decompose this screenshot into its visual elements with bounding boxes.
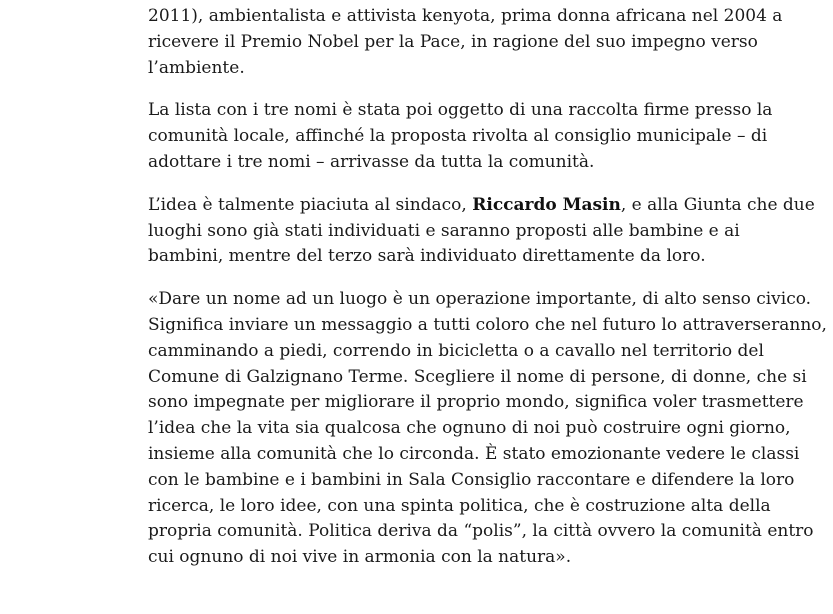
text-fragment: , e alla Giunta che due <box>620 194 815 215</box>
text-line: l’idea che la vita sia qualcosa che ognuno di noi può costruire ogni giorno, <box>148 418 791 439</box>
paragraph-mayor <box>148 193 833 270</box>
text-line: con le bambine e i bambini in Sala Consiglio raccontare e difendere la loro <box>148 469 795 490</box>
text-line: luoghi sono già stati individuati e saranno proposti alle bambine e ai <box>148 220 740 241</box>
text-line: bambini, mentre del terzo sarà individuato direttamente da loro. <box>148 246 706 267</box>
text-line: Significa inviare un messaggio a tutti coloro che nel futuro lo attraverseranno, <box>148 314 827 335</box>
text-line: propria comunità. Politica deriva da “polis”, la città ovvero la comunità entro <box>148 521 814 542</box>
article-body <box>148 4 833 571</box>
text-line: comunità locale, affinché la proposta rivolta al consiglio municipale – di <box>148 126 768 147</box>
mayor-name: Riccardo Masin <box>472 194 621 215</box>
text-line: sono impegnate per migliorare il proprio mondo, significa voler trasmettere <box>148 392 804 413</box>
text-line: insieme alla comunità che lo circonda. È stato emozionante vedere le classi <box>148 443 800 464</box>
text-line: ricevere il Premio Nobel per la Pace, in ragione del suo impegno verso <box>148 31 758 52</box>
text-line: Comune di Galzignano Terme. Scegliere il nome di persone, di donne, che si <box>148 366 807 387</box>
text-line: adottare i tre nomi – arrivasse da tutta la comunità. <box>148 151 595 172</box>
text-line: 2011), ambientalista e attivista kenyota, prima donna africana nel 2004 a <box>148 6 783 26</box>
text-line <box>148 193 833 219</box>
text-line: La lista con i tre nomi è stata poi oggetto di una raccolta firme presso la <box>148 100 773 121</box>
paragraph-quote <box>148 287 833 571</box>
text-line: l’ambiente. <box>148 57 245 78</box>
text-line: camminando a piedi, correndo in bicicletta o a cavallo nel territorio del <box>148 340 764 361</box>
paragraph-petition <box>148 98 833 175</box>
text-fragment: L’idea è talmente piaciuta al sindaco, <box>148 194 473 215</box>
text-line: ricerca, le loro idee, con una spinta politica, che è costruzione alta della <box>148 495 771 516</box>
paragraph-maathai <box>148 4 833 81</box>
text-line: cui ognuno di noi vive in armonia con la natura». <box>148 547 572 568</box>
text-line: «Dare un nome ad un luogo è un operazione importante, di alto senso civico. <box>148 289 812 310</box>
